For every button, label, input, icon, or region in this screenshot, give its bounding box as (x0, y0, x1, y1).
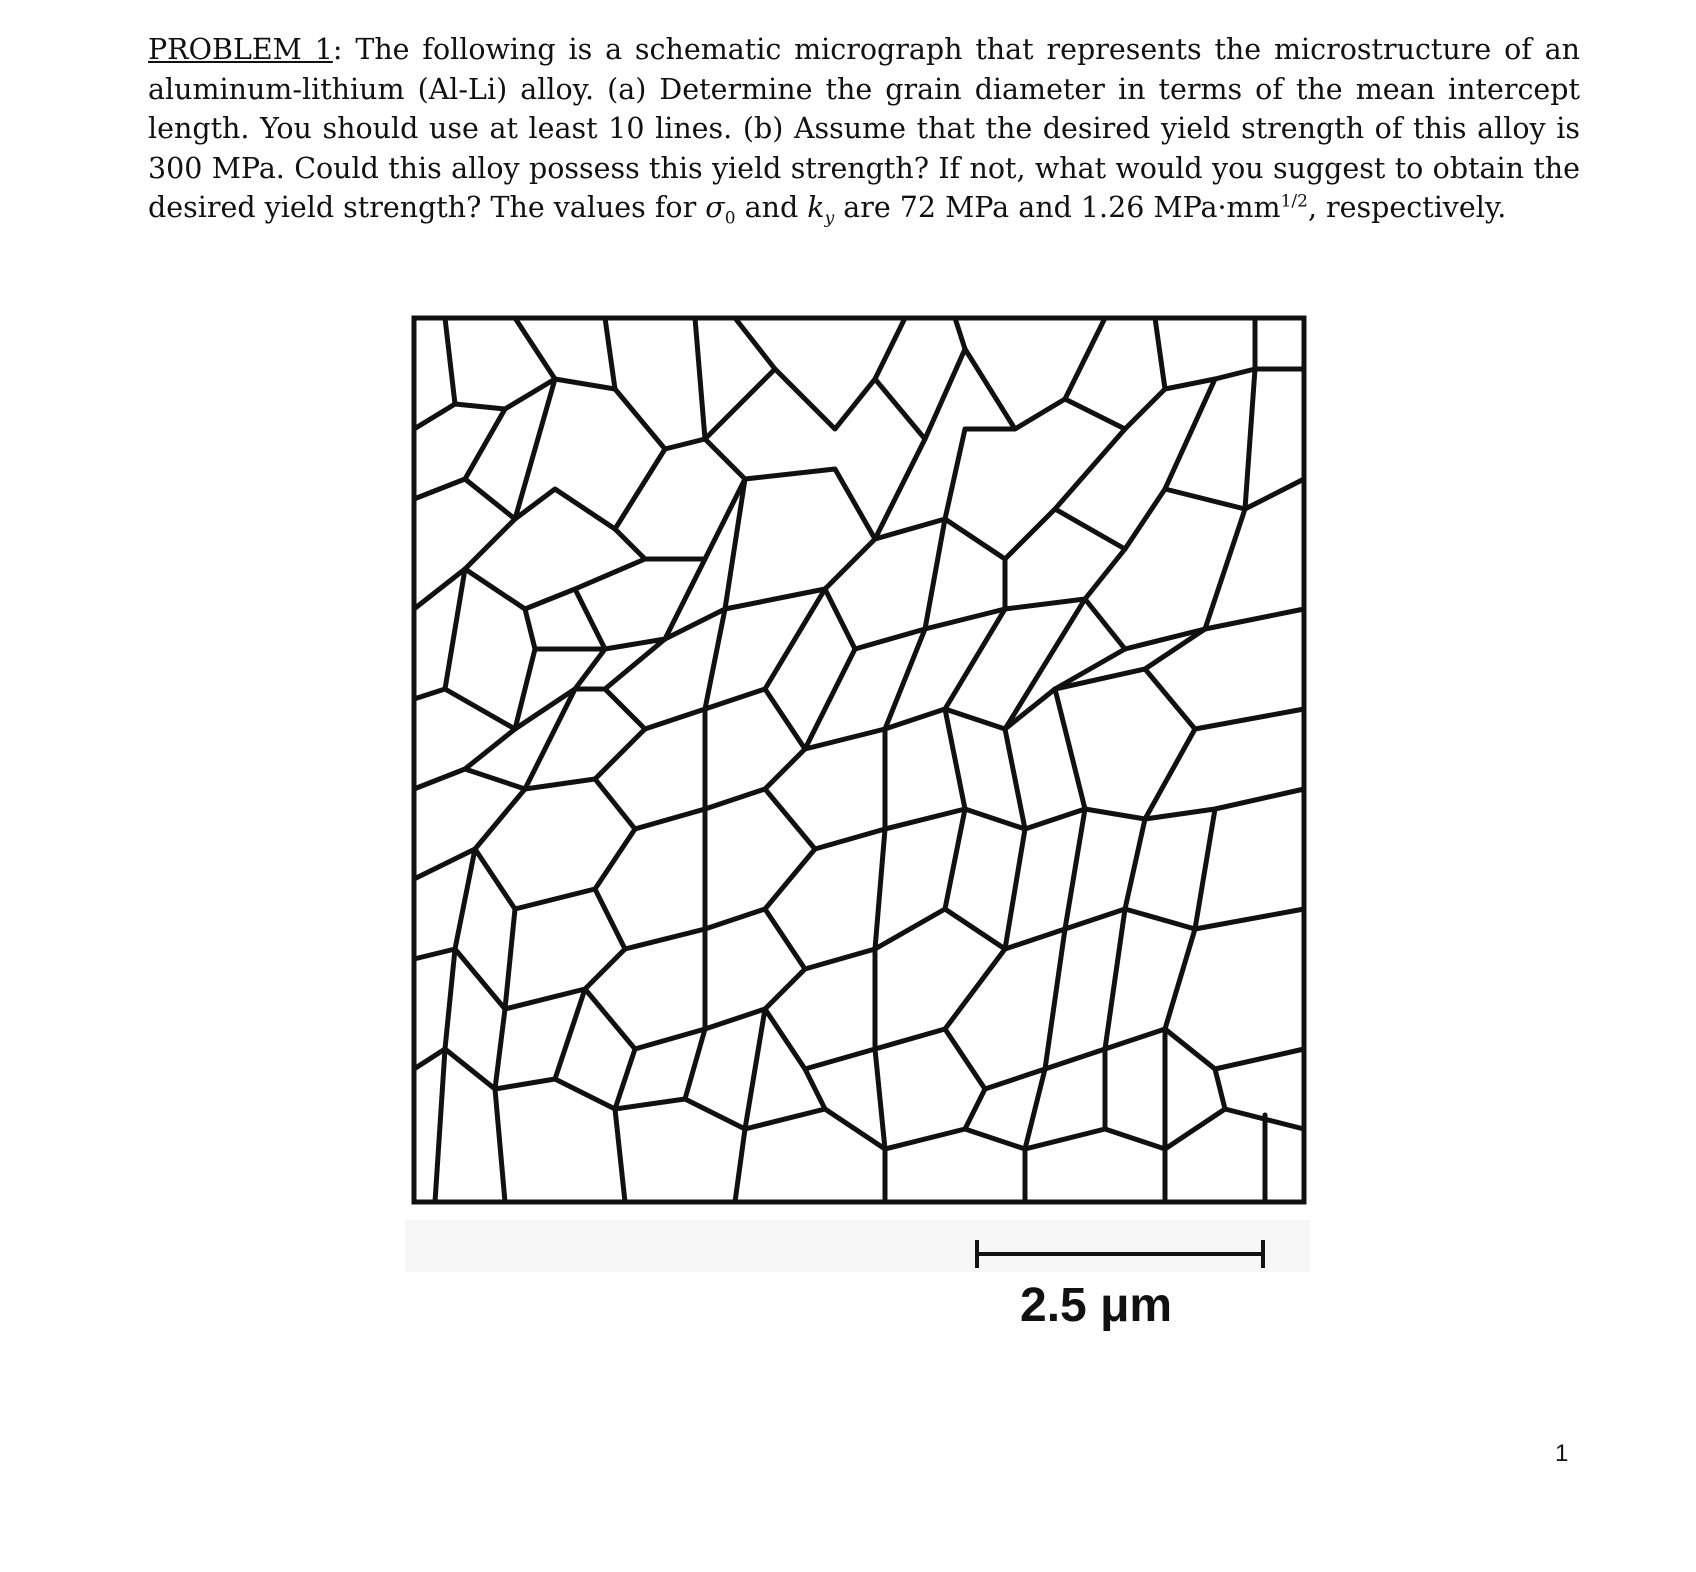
k-subscript: y (824, 208, 835, 229)
problem-statement (148, 30, 1580, 228)
scale-bar (975, 1240, 1265, 1266)
micrograph (405, 309, 1315, 1214)
problem-text-1: : The following is a schematic micrograph that represents the microstructure of an aluminum-lithium (Al-Li) alloy. (a) Determine the grain diameter in terms of the mean intercept length. You should use at least 10 lines. (b) Assume that the desired yield strength of this alloy is 300 MPa. Could this alloy possess this yield strength? If not, what would you suggest to obtain the desired yield strength? The values for (148, 33, 1580, 224)
k-symbol: k (807, 191, 825, 224)
problem-heading: PROBLEM 1 (148, 33, 333, 66)
exponent: 1/2 (1280, 191, 1308, 212)
scale-bar-right-cap (1261, 1240, 1265, 1268)
problem-text-2: and (735, 191, 808, 224)
scale-bar-line (975, 1252, 1265, 1256)
problem-text-4: , respectively. (1307, 191, 1507, 224)
problem-text-3: are 72 MPa and 1.26 MPa·mm (834, 191, 1281, 224)
sigma-subscript: 0 (724, 208, 736, 229)
page-number: 1 (1555, 1440, 1569, 1467)
scale-bar-left-cap (975, 1240, 979, 1268)
sigma-symbol: σ (705, 191, 725, 224)
scale-bar-label: 2.5 μm (1020, 1279, 1173, 1332)
